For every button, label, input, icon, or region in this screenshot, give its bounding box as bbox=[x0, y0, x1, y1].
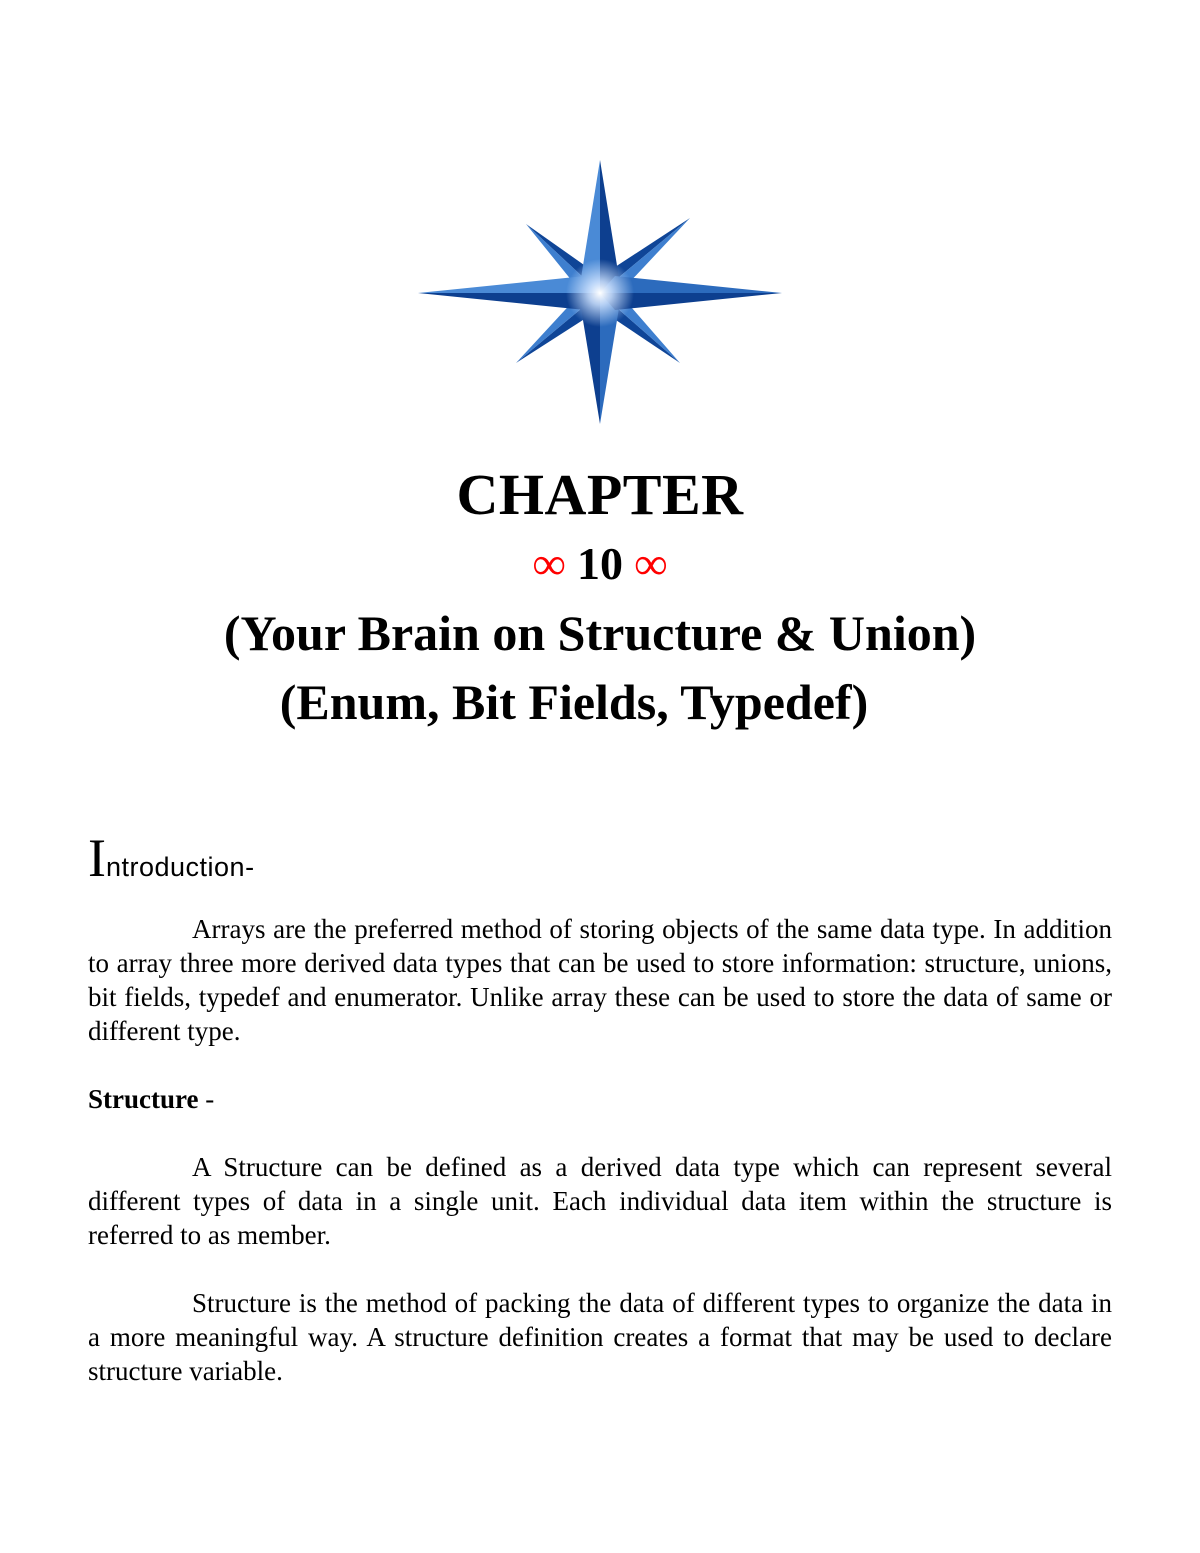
chapter-header bbox=[0, 462, 1200, 738]
star-center-glow bbox=[566, 259, 634, 327]
structure-heading-suffix: - bbox=[198, 1084, 215, 1114]
infinity-left: ∞ bbox=[532, 538, 566, 589]
chapter-label: CHAPTER bbox=[456, 462, 744, 527]
compass-star-icon bbox=[415, 158, 785, 428]
introduction-paragraph: Arrays are the preferred method of storing objects of the same data type. In addition to array three more derived data types that can be used to store information: structure, unions, bit fields, typedef and enumerator. Unlike array these can be used to store the data of same or different type. bbox=[88, 914, 1112, 1046]
introduction-heading bbox=[88, 830, 1112, 886]
structure-paragraph-1: A Structure can be defined as a derived data type which can represent several different types of data in a single unit. Each individual data item within the structure is referred to as member. bbox=[88, 1152, 1112, 1250]
body-content bbox=[88, 830, 1112, 1388]
paragraph-gap bbox=[88, 1252, 1112, 1286]
chapter-number-line bbox=[0, 528, 1200, 600]
chapter-number: 10 bbox=[577, 538, 623, 589]
structure-heading bbox=[88, 1082, 1112, 1116]
chapter-subtitle: (Enum, Bit Fields, Typedef) bbox=[279, 674, 869, 730]
chapter-title: (Your Brain on Structure & Union) bbox=[223, 605, 977, 661]
introduction-heading-rest: ntroduction- bbox=[105, 852, 255, 882]
structure-paragraph-2: Structure is the method of packing the data of different types to organize the data in a more meaningful way. A structure definition creates a format that may be used to declare structure variable. bbox=[88, 1288, 1112, 1386]
infinity-right: ∞ bbox=[634, 538, 668, 589]
structure-heading-text: Structure bbox=[88, 1084, 199, 1114]
introduction-heading-initial: I bbox=[88, 828, 106, 888]
